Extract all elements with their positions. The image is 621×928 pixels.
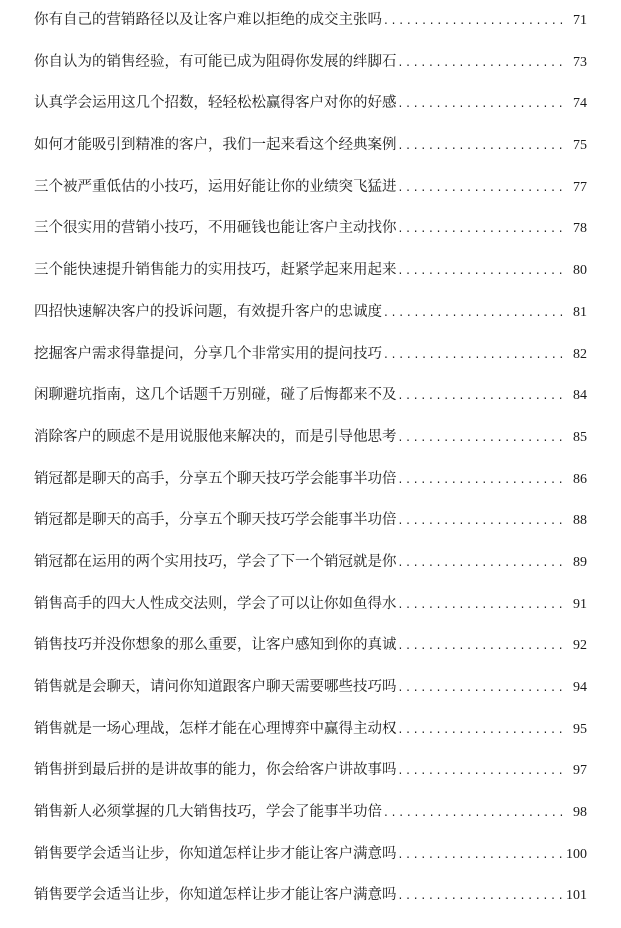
toc-entry-page-number: 73 [573, 54, 587, 70]
toc-entry-page-number: 91 [573, 596, 587, 612]
toc-entry-page-number: 71 [573, 13, 587, 28]
toc-entry-title: 三个能快速提升销售能力的实用技巧，赶紧学起来用起来 [34, 262, 397, 279]
toc-entry[interactable] [34, 459, 587, 501]
toc-entry-page-number: 84 [573, 388, 587, 404]
dot-leader [399, 844, 563, 864]
toc-entry-page-number: 97 [573, 763, 587, 779]
dot-leader [399, 385, 564, 405]
toc-entry-page-number: 81 [573, 304, 587, 320]
toc-entry-title: 销售要学会适当让步，你知道怎样让步才能让客户满意吗 [34, 887, 397, 904]
dot-leader [399, 218, 564, 238]
dot-leader [399, 52, 564, 72]
toc-entry-page-number: 94 [573, 680, 587, 695]
toc-entry[interactable] [34, 125, 587, 167]
dot-leader [384, 344, 563, 364]
dot-leader [399, 719, 564, 739]
toc-entry-title: 销售高手的四大人性成交法则，学会了可以让你如鱼得水 [34, 595, 397, 612]
toc-entry[interactable] [34, 792, 587, 834]
toc-entry-title: 认真学会运用这几个招数，轻轻松松赢得客户对你的好感 [34, 95, 397, 112]
toc-entry[interactable] [34, 709, 587, 751]
toc-entry[interactable] [34, 250, 587, 292]
toc-entry[interactable] [34, 42, 587, 84]
dot-leader [399, 427, 564, 447]
toc-entry[interactable] [34, 834, 587, 876]
toc-entry-page-number: 80 [573, 263, 587, 279]
toc-entry-page-number: 88 [573, 513, 587, 529]
dot-leader [399, 93, 564, 113]
toc-entry-page-number: 85 [573, 429, 587, 445]
toc-entry-title: 销售拼到最后拼的是讲故事的能力，你会给客户讲故事吗 [34, 762, 397, 779]
dot-leader [384, 302, 563, 322]
toc-entry-page-number: 75 [573, 138, 587, 154]
toc-entry-title: 你自认为的销售经验，有可能已成为阻碍你发展的绊脚石 [34, 53, 397, 70]
toc-entry-title: 挖掘客户需求得靠提问，分享几个非常实用的提问技巧 [34, 345, 382, 362]
toc-entry-page-number: 95 [573, 721, 587, 737]
toc-entry[interactable] [34, 375, 587, 417]
toc-entry-title: 闲聊避坑指南，这几个话题千万别碰，碰了后悔都来不及 [34, 387, 397, 404]
toc-entry[interactable] [34, 292, 587, 334]
toc-entry-page-number: 78 [573, 221, 587, 237]
toc-entry-title: 销冠都是聊天的高手，分享五个聊天技巧学会能事半功倍 [34, 512, 397, 529]
toc-entry[interactable] [34, 208, 587, 250]
dot-leader [399, 552, 564, 572]
dot-leader [399, 177, 564, 197]
toc-list [34, 0, 587, 917]
toc-entry-page-number: 89 [573, 554, 587, 570]
toc-entry-title: 三个被严重低估的小技巧，运用好能让你的业绩突飞猛进 [34, 178, 397, 195]
toc-entry-title: 销售就是会聊天，请问你知道跟客户聊天需要哪些技巧吗 [34, 679, 397, 695]
toc-entry-title: 销售新人必须掌握的几大销售技巧，学会了能事半功倍 [34, 804, 382, 821]
dot-leader [399, 469, 564, 489]
dot-leader [399, 510, 564, 530]
toc-entry[interactable] [34, 83, 587, 125]
toc-entry[interactable] [34, 542, 587, 584]
toc-entry[interactable] [34, 334, 587, 376]
toc-entry-title: 销售就是一场心理战，怎样才能在心理博弈中赢得主动权 [34, 720, 397, 737]
toc-entry-page-number: 101 [566, 888, 587, 904]
toc-entry-title: 销售技巧并没你想象的那么重要，让客户感知到你的真诚 [34, 637, 397, 654]
dot-leader [399, 677, 564, 697]
toc-entry-page-number: 74 [573, 96, 587, 112]
dot-leader [384, 10, 563, 30]
toc-entry-title: 四招快速解决客户的投诉问题，有效提升客户的忠诚度 [34, 303, 382, 320]
toc-entry[interactable] [34, 625, 587, 667]
dot-leader [399, 635, 564, 655]
dot-leader [399, 135, 564, 155]
toc-entry-title: 三个很实用的营销小技巧，不用砸钱也能让客户主动找你 [34, 220, 397, 237]
toc-entry-title: 消除客户的顾虑不是用说服他来解决的，而是引导他思考 [34, 428, 397, 445]
toc-entry-page-number: 77 [573, 179, 587, 195]
toc-entry-title: 你有自己的营销路径以及让客户难以拒绝的成交主张吗 [34, 12, 382, 28]
toc-entry-page-number: 100 [566, 846, 587, 862]
toc-entry-page-number: 82 [573, 346, 587, 362]
toc-entry[interactable] [34, 0, 587, 42]
toc-entry[interactable] [34, 167, 587, 209]
toc-entry-title: 销冠都在运用的两个实用技巧，学会了下一个销冠就是你 [34, 553, 397, 570]
toc-entry[interactable] [34, 417, 587, 459]
toc-entry[interactable] [34, 750, 587, 792]
toc-entry-title: 如何才能吸引到精准的客户，我们一起来看这个经典案例 [34, 137, 397, 154]
toc-entry[interactable] [34, 667, 587, 709]
toc-entry-title: 销售要学会适当让步，你知道怎样让步才能让客户满意吗 [34, 845, 397, 862]
toc-entry[interactable] [34, 875, 587, 917]
dot-leader [399, 594, 564, 614]
dot-leader [384, 802, 563, 822]
dot-leader [399, 260, 564, 280]
toc-entry-page-number: 86 [573, 471, 587, 487]
dot-leader [399, 885, 563, 905]
dot-leader [399, 760, 564, 780]
toc-entry[interactable] [34, 500, 587, 542]
toc-entry-page-number: 92 [573, 638, 587, 654]
toc-entry-title: 销冠都是聊天的高手，分享五个聊天技巧学会能事半功倍 [34, 470, 397, 487]
toc-entry-page-number: 98 [573, 805, 587, 821]
toc-entry[interactable] [34, 584, 587, 626]
